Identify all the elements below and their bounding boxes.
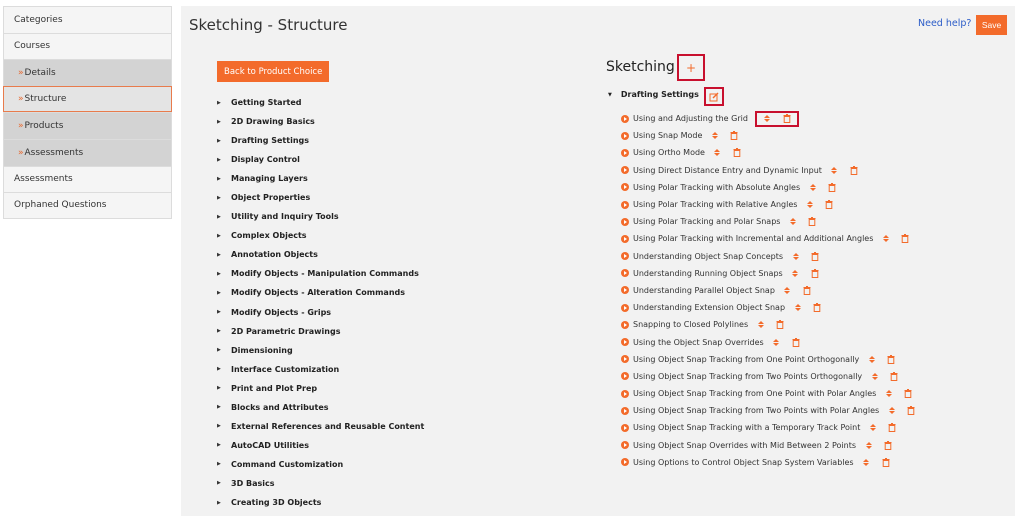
lesson-label: Using Snap Mode bbox=[633, 131, 703, 141]
lesson-actions bbox=[884, 389, 912, 399]
reorder-arrows-icon[interactable] bbox=[884, 389, 893, 399]
edit-icon bbox=[709, 92, 719, 102]
lesson-item[interactable] bbox=[621, 196, 915, 213]
play-icon[interactable] bbox=[621, 407, 629, 415]
reorder-arrows-icon[interactable] bbox=[881, 234, 890, 244]
lesson-actions bbox=[805, 200, 833, 210]
expand-triangle-icon[interactable]: ▶ bbox=[217, 328, 221, 335]
lesson-actions bbox=[793, 303, 821, 313]
course-label: Object Properties bbox=[231, 193, 311, 203]
add-section-button[interactable] bbox=[677, 54, 705, 81]
lesson-label: Using the Object Snap Overrides bbox=[633, 337, 764, 347]
lesson-label: Using Ortho Mode bbox=[633, 148, 705, 158]
lesson-label: Using and Adjusting the Grid bbox=[633, 114, 748, 124]
expand-triangle-icon[interactable]: ▶ bbox=[217, 385, 221, 392]
list-item[interactable] bbox=[217, 341, 424, 360]
section-title: Drafting Settings bbox=[620, 90, 699, 99]
reorder-arrows-icon[interactable] bbox=[808, 182, 817, 192]
reorder-arrows-icon[interactable] bbox=[791, 268, 800, 278]
expand-triangle-icon[interactable]: ▶ bbox=[217, 118, 221, 125]
list-item[interactable] bbox=[217, 379, 424, 398]
reorder-arrows-icon[interactable] bbox=[793, 303, 802, 313]
lesson-item[interactable] bbox=[621, 299, 915, 316]
expand-triangle-icon[interactable]: ▶ bbox=[217, 461, 221, 468]
lesson-actions bbox=[788, 217, 816, 227]
list-item[interactable] bbox=[217, 360, 424, 379]
play-icon[interactable] bbox=[621, 166, 629, 174]
course-list bbox=[217, 93, 424, 512]
play-icon[interactable] bbox=[621, 218, 629, 226]
list-item[interactable] bbox=[217, 417, 424, 436]
sidebar-item-label: Structure bbox=[24, 94, 67, 105]
lesson-label: Understanding Object Snap Concepts bbox=[633, 251, 784, 261]
lesson-actions bbox=[862, 457, 890, 467]
trash-icon[interactable] bbox=[882, 458, 890, 467]
trash-icon[interactable] bbox=[907, 406, 915, 415]
list-item[interactable] bbox=[217, 436, 424, 455]
section-header[interactable] bbox=[608, 90, 699, 99]
lesson-item[interactable] bbox=[621, 437, 915, 454]
trash-icon[interactable] bbox=[808, 217, 816, 226]
list-item[interactable] bbox=[217, 322, 424, 341]
plus-icon: + bbox=[685, 60, 697, 75]
lesson-item[interactable] bbox=[621, 351, 915, 368]
reorder-arrows-icon[interactable] bbox=[868, 423, 877, 433]
lesson-actions bbox=[791, 251, 819, 261]
trash-icon[interactable] bbox=[792, 338, 800, 347]
lesson-item[interactable] bbox=[621, 213, 915, 230]
course-label: Display Control bbox=[231, 155, 300, 165]
reorder-arrows-icon[interactable] bbox=[830, 165, 839, 175]
trash-icon[interactable] bbox=[884, 441, 892, 450]
expand-triangle-icon[interactable]: ▶ bbox=[217, 309, 221, 316]
reorder-arrows-icon[interactable] bbox=[791, 251, 800, 261]
reorder-arrows-icon[interactable] bbox=[788, 217, 797, 227]
course-label: Dimensioning bbox=[231, 345, 293, 355]
expand-triangle-icon[interactable]: ▶ bbox=[217, 156, 221, 163]
expand-triangle-icon[interactable]: ▶ bbox=[217, 480, 221, 487]
expand-triangle-icon[interactable]: ▶ bbox=[217, 137, 221, 144]
structure-title: Sketching bbox=[606, 59, 675, 75]
list-item[interactable] bbox=[217, 112, 424, 131]
play-icon[interactable] bbox=[621, 372, 629, 380]
trash-icon[interactable] bbox=[813, 303, 821, 312]
list-item[interactable] bbox=[217, 283, 424, 302]
sidebar-item-details[interactable] bbox=[3, 59, 172, 86]
lesson-item[interactable] bbox=[621, 385, 915, 402]
list-item[interactable] bbox=[217, 131, 424, 150]
sidebar-item-assessments[interactable] bbox=[3, 166, 172, 193]
course-label: External References and Reusable Content bbox=[231, 421, 425, 431]
lesson-item[interactable] bbox=[621, 230, 915, 247]
page-title: Sketching - Structure bbox=[189, 16, 348, 34]
chevron-right-icon: » bbox=[18, 94, 24, 105]
play-icon[interactable] bbox=[621, 458, 629, 466]
edit-section-button[interactable] bbox=[704, 87, 724, 106]
lesson-label: Using Direct Distance Entry and Dynamic Input bbox=[633, 165, 822, 175]
lesson-item[interactable] bbox=[621, 316, 915, 333]
play-icon[interactable] bbox=[621, 355, 629, 363]
lesson-label: Using Object Snap Tracking from Two Points with Polar Angles bbox=[633, 406, 880, 416]
course-label: Managing Layers bbox=[231, 174, 308, 184]
sidebar-item-label: Courses bbox=[14, 41, 51, 52]
reorder-arrows-icon[interactable] bbox=[713, 148, 722, 158]
course-label: Utility and Inquiry Tools bbox=[231, 212, 339, 222]
play-icon[interactable] bbox=[621, 115, 629, 123]
lesson-actions bbox=[783, 285, 811, 295]
sidebar-item-categories[interactable] bbox=[3, 6, 172, 33]
lesson-actions bbox=[756, 320, 784, 330]
trash-icon[interactable] bbox=[904, 389, 912, 398]
list-item[interactable] bbox=[217, 455, 424, 474]
trash-icon[interactable] bbox=[776, 320, 784, 329]
expand-triangle-icon[interactable]: ▶ bbox=[217, 175, 221, 182]
lesson-actions bbox=[713, 148, 741, 158]
reorder-arrows-icon[interactable] bbox=[805, 200, 814, 210]
lesson-item[interactable] bbox=[621, 265, 915, 282]
lesson-item[interactable] bbox=[621, 179, 915, 196]
play-icon[interactable] bbox=[621, 286, 629, 294]
lesson-label: Using Polar Tracking and Polar Snaps bbox=[633, 217, 781, 227]
lesson-actions bbox=[881, 234, 909, 244]
play-icon[interactable] bbox=[621, 235, 629, 243]
expand-triangle-icon[interactable]: ▶ bbox=[217, 213, 221, 220]
play-icon[interactable] bbox=[621, 321, 629, 329]
expand-triangle-icon[interactable]: ▶ bbox=[217, 232, 221, 239]
play-icon[interactable] bbox=[621, 183, 629, 191]
play-icon[interactable] bbox=[621, 424, 629, 432]
expand-triangle-icon[interactable]: ▶ bbox=[217, 366, 221, 373]
expand-triangle-icon[interactable]: ▶ bbox=[217, 289, 221, 296]
chevron-right-icon: » bbox=[18, 121, 24, 132]
trash-icon[interactable] bbox=[803, 286, 811, 295]
main-panel bbox=[181, 6, 1015, 516]
lesson-item[interactable] bbox=[621, 368, 915, 385]
lesson-item[interactable] bbox=[621, 402, 915, 419]
play-icon[interactable] bbox=[621, 338, 629, 346]
list-item[interactable] bbox=[217, 493, 424, 512]
play-icon[interactable] bbox=[621, 252, 629, 260]
expand-triangle-icon[interactable]: ▶ bbox=[217, 404, 221, 411]
list-item[interactable] bbox=[217, 169, 424, 188]
lesson-item[interactable] bbox=[621, 454, 915, 471]
lesson-item[interactable] bbox=[621, 419, 915, 436]
sidebar-item-products[interactable] bbox=[3, 112, 172, 139]
course-label: Complex Objects bbox=[231, 231, 307, 241]
course-label: Interface Customization bbox=[231, 364, 340, 374]
lesson-label: Understanding Parallel Object Snap bbox=[633, 285, 775, 295]
course-label: Modify Objects - Manipulation Commands bbox=[231, 269, 419, 279]
course-label: Print and Plot Prep bbox=[231, 383, 318, 393]
lesson-label: Using Object Snap Tracking from Two Points Orthogonally bbox=[633, 371, 863, 381]
trash-icon[interactable] bbox=[850, 166, 858, 175]
course-label: 2D Parametric Drawings bbox=[231, 326, 341, 336]
trash-icon[interactable] bbox=[730, 131, 738, 140]
lesson-label: Using Object Snap Overrides with Mid Between 2 Points bbox=[633, 440, 857, 450]
play-icon[interactable] bbox=[621, 441, 629, 449]
lesson-item[interactable] bbox=[621, 282, 915, 299]
sidebar-item-label: Assessments bbox=[24, 147, 84, 158]
lesson-item[interactable] bbox=[621, 127, 915, 144]
sidebar-item-structure[interactable] bbox=[3, 86, 172, 113]
sidebar-item-orphaned-questions[interactable] bbox=[3, 192, 172, 219]
list-item[interactable] bbox=[217, 474, 424, 493]
course-label: AutoCAD Utilities bbox=[231, 440, 309, 450]
expand-triangle-icon[interactable]: ▶ bbox=[217, 423, 221, 430]
lesson-actions bbox=[870, 371, 898, 381]
need-help-link[interactable]: Need help? bbox=[918, 18, 972, 29]
course-label: 3D Basics bbox=[231, 478, 275, 488]
lesson-actions bbox=[868, 423, 896, 433]
lesson-label: Snapping to Closed Polylines bbox=[633, 320, 749, 330]
play-icon[interactable] bbox=[621, 149, 629, 157]
expand-triangle-icon[interactable]: ▶ bbox=[217, 270, 221, 277]
course-label: Creating 3D Objects bbox=[231, 498, 322, 507]
sidebar-item-courses[interactable] bbox=[3, 33, 172, 60]
reorder-arrows-icon[interactable] bbox=[763, 114, 772, 124]
expand-triangle-icon[interactable]: ▶ bbox=[217, 499, 221, 506]
list-item[interactable] bbox=[217, 303, 424, 322]
lesson-label: Using Polar Tracking with Relative Angles bbox=[633, 200, 798, 210]
expand-triangle-icon[interactable]: ▶ bbox=[217, 99, 221, 106]
trash-icon[interactable] bbox=[888, 423, 896, 432]
course-label: 2D Drawing Basics bbox=[231, 117, 315, 127]
back-to-product-choice-button[interactable]: Back to Product Choice bbox=[217, 61, 329, 82]
list-item[interactable] bbox=[217, 398, 424, 417]
course-label: Modify Objects - Grips bbox=[231, 307, 332, 317]
lesson-label: Understanding Running Object Snaps bbox=[633, 268, 783, 278]
course-label: Annotation Objects bbox=[231, 250, 318, 260]
sidebar-item-label: Categories bbox=[14, 14, 63, 25]
lesson-list bbox=[621, 110, 915, 471]
play-icon[interactable] bbox=[621, 269, 629, 277]
play-icon[interactable] bbox=[621, 304, 629, 312]
lesson-actions bbox=[755, 111, 799, 127]
trash-icon[interactable] bbox=[887, 355, 895, 364]
sidebar bbox=[3, 6, 172, 219]
reorder-arrows-icon[interactable] bbox=[710, 131, 719, 141]
lesson-actions bbox=[808, 182, 836, 192]
list-item[interactable] bbox=[217, 150, 424, 169]
reorder-arrows-icon[interactable] bbox=[756, 320, 765, 330]
lesson-label: Using Polar Tracking with Incremental and Additional Angles bbox=[633, 234, 874, 244]
trash-icon[interactable] bbox=[890, 372, 898, 381]
trash-icon[interactable] bbox=[733, 148, 741, 157]
course-label: Modify Objects - Alteration Commands bbox=[231, 288, 406, 298]
chevron-right-icon: » bbox=[18, 147, 24, 158]
list-item[interactable] bbox=[217, 245, 424, 264]
expand-triangle-icon[interactable]: ▼ bbox=[608, 91, 612, 98]
lesson-actions bbox=[791, 268, 819, 278]
lesson-actions bbox=[710, 131, 738, 141]
lesson-label: Using Object Snap Tracking from One Point Orthogonally bbox=[633, 354, 860, 364]
trash-icon[interactable] bbox=[783, 114, 791, 123]
sidebar-item-label: Assessments bbox=[14, 174, 73, 185]
expand-triangle-icon[interactable]: ▶ bbox=[217, 347, 221, 354]
lesson-actions bbox=[887, 406, 915, 416]
trash-icon[interactable] bbox=[825, 200, 833, 209]
course-label: Getting Started bbox=[231, 98, 302, 108]
list-item[interactable] bbox=[217, 226, 424, 245]
lesson-item[interactable] bbox=[621, 248, 915, 265]
list-item[interactable] bbox=[217, 264, 424, 283]
lesson-actions bbox=[864, 440, 892, 450]
trash-icon[interactable] bbox=[811, 269, 819, 278]
reorder-arrows-icon[interactable] bbox=[870, 371, 879, 381]
reorder-arrows-icon[interactable] bbox=[864, 440, 873, 450]
trash-icon[interactable] bbox=[828, 183, 836, 192]
sidebar-item-label: Orphaned Questions bbox=[14, 200, 107, 211]
play-icon[interactable] bbox=[621, 132, 629, 140]
sidebar-item-label: Products bbox=[24, 121, 64, 132]
save-button[interactable]: Save bbox=[976, 15, 1007, 35]
course-label: Blocks and Attributes bbox=[231, 402, 329, 412]
reorder-arrows-icon[interactable] bbox=[867, 354, 876, 364]
lesson-label: Using Object Snap Tracking with a Temporary Track Point bbox=[633, 423, 861, 433]
course-label: Drafting Settings bbox=[231, 136, 309, 146]
lesson-item[interactable] bbox=[621, 110, 915, 127]
lesson-label: Using Object Snap Tracking from One Point with Polar Angles bbox=[633, 389, 877, 399]
sidebar-item-assessments[interactable] bbox=[3, 139, 172, 166]
play-icon[interactable] bbox=[621, 390, 629, 398]
list-item[interactable] bbox=[217, 207, 424, 226]
list-item[interactable] bbox=[217, 93, 424, 112]
lesson-label: Using Polar Tracking with Absolute Angles bbox=[633, 182, 801, 192]
lesson-item[interactable] bbox=[621, 162, 915, 179]
lesson-actions bbox=[830, 165, 858, 175]
expand-triangle-icon[interactable]: ▶ bbox=[217, 194, 221, 201]
course-label: Command Customization bbox=[231, 459, 344, 469]
lesson-item[interactable] bbox=[621, 333, 915, 350]
sidebar-item-label: Details bbox=[24, 67, 56, 78]
lesson-item[interactable] bbox=[621, 144, 915, 161]
expand-triangle-icon[interactable]: ▶ bbox=[217, 251, 221, 258]
lesson-label: Understanding Extension Object Snap bbox=[633, 303, 786, 313]
trash-icon[interactable] bbox=[901, 234, 909, 243]
play-icon[interactable] bbox=[621, 201, 629, 209]
expand-triangle-icon[interactable]: ▶ bbox=[217, 442, 221, 449]
reorder-arrows-icon[interactable] bbox=[772, 337, 781, 347]
lesson-label: Using Options to Control Object Snap System Variables bbox=[633, 457, 854, 467]
trash-icon[interactable] bbox=[811, 252, 819, 261]
list-item[interactable] bbox=[217, 188, 424, 207]
lesson-actions bbox=[772, 337, 800, 347]
chevron-right-icon: » bbox=[18, 67, 24, 78]
reorder-arrows-icon[interactable] bbox=[783, 285, 792, 295]
lesson-actions bbox=[867, 354, 895, 364]
reorder-arrows-icon[interactable] bbox=[887, 406, 896, 416]
reorder-arrows-icon[interactable] bbox=[862, 457, 871, 467]
